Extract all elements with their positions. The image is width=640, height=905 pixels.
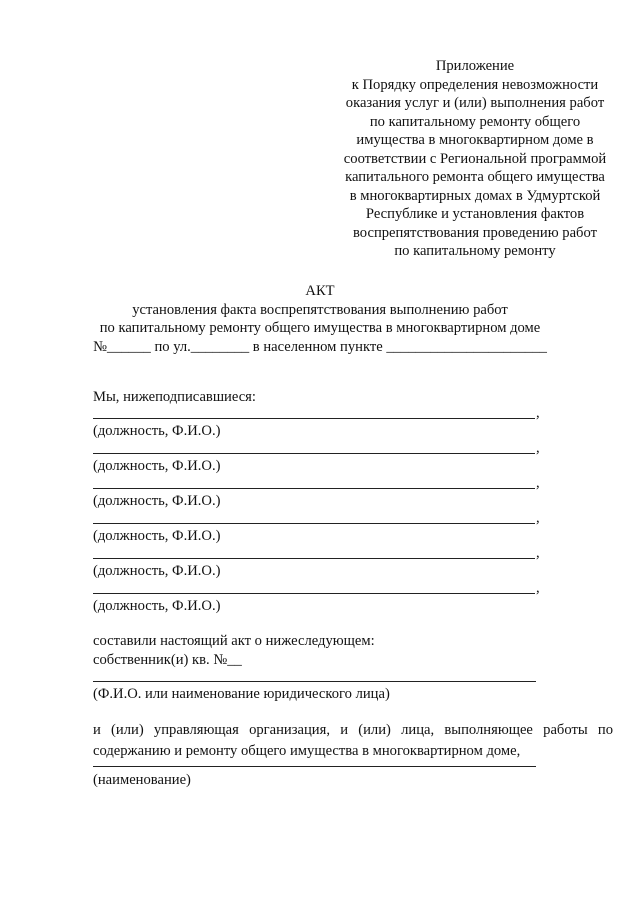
comma: , (536, 475, 540, 491)
appendix-line: в многоквартирных домах в Удмуртской (349, 187, 601, 204)
signatory-line (93, 418, 535, 419)
act-address-line: №______ по ул.________ в населенном пункте ______________________ (93, 338, 547, 355)
signatory-caption: (должность, Ф.И.О.) (93, 458, 221, 474)
owner-line (93, 681, 536, 682)
signatory-caption: (должность, Ф.И.О.) (93, 563, 221, 579)
act-title-line: по капитальному ремонту общего имущества в многоквартирном доме (99, 320, 541, 336)
appendix-line: соответствии с Региональной программой (343, 150, 607, 167)
appendix-line: капитального ремонта общего имущества (345, 169, 605, 185)
signatory-caption: (должность, Ф.И.О.) (93, 598, 221, 614)
owner-caption: (Ф.И.О. или наименование юридического лица) (93, 686, 390, 702)
appendix-block (320, 57, 630, 261)
signatory-line (93, 488, 535, 489)
organization-caption: (наименование) (93, 772, 191, 788)
comma: , (536, 545, 540, 561)
signatory-line (93, 593, 535, 594)
organization-line (93, 766, 536, 767)
act-heading: АКТ (305, 283, 335, 299)
signatory-caption: (должность, Ф.И.О.) (93, 423, 221, 439)
act-title-line: установления факта воспрепятствования выполнению работ (132, 301, 508, 318)
appendix-line: по капитальному ремонту (394, 243, 556, 259)
signatory-line (93, 558, 535, 559)
appendix-line: к Порядку определения невозможности (351, 76, 599, 93)
compiled-text: составили настоящий акт о нижеследующем: (93, 633, 375, 649)
appendix-line: Приложение (435, 58, 515, 74)
comma: , (536, 405, 540, 421)
signatory-caption: (должность, Ф.И.О.) (93, 493, 221, 509)
appendix-line: оказания услуг и (или) выполнения работ (345, 95, 605, 111)
comma: , (536, 580, 540, 596)
intro-text: Мы, нижеподписавшиеся: (93, 389, 256, 405)
owner-text: собственник(и) кв. №__ (93, 652, 242, 668)
signatory-line (93, 523, 535, 524)
comma: , (536, 440, 540, 456)
organization-paragraph: и (или) управляющая организация, и (или) лица, выполняющее работы по содержанию и ремонту общего имущества в многоквартирном доме, (93, 722, 613, 759)
appendix-line: по капитальному ремонту общего (369, 113, 581, 130)
act-title-block (60, 282, 580, 356)
appendix-line: воспрепятствования проведению работ (353, 224, 597, 241)
comma: , (536, 510, 540, 526)
signatory-line (93, 453, 535, 454)
signatory-caption: (должность, Ф.И.О.) (93, 528, 221, 544)
appendix-line: имущества в многоквартирном доме в (356, 132, 594, 148)
appendix-line: Республике и установления фактов (365, 206, 585, 222)
